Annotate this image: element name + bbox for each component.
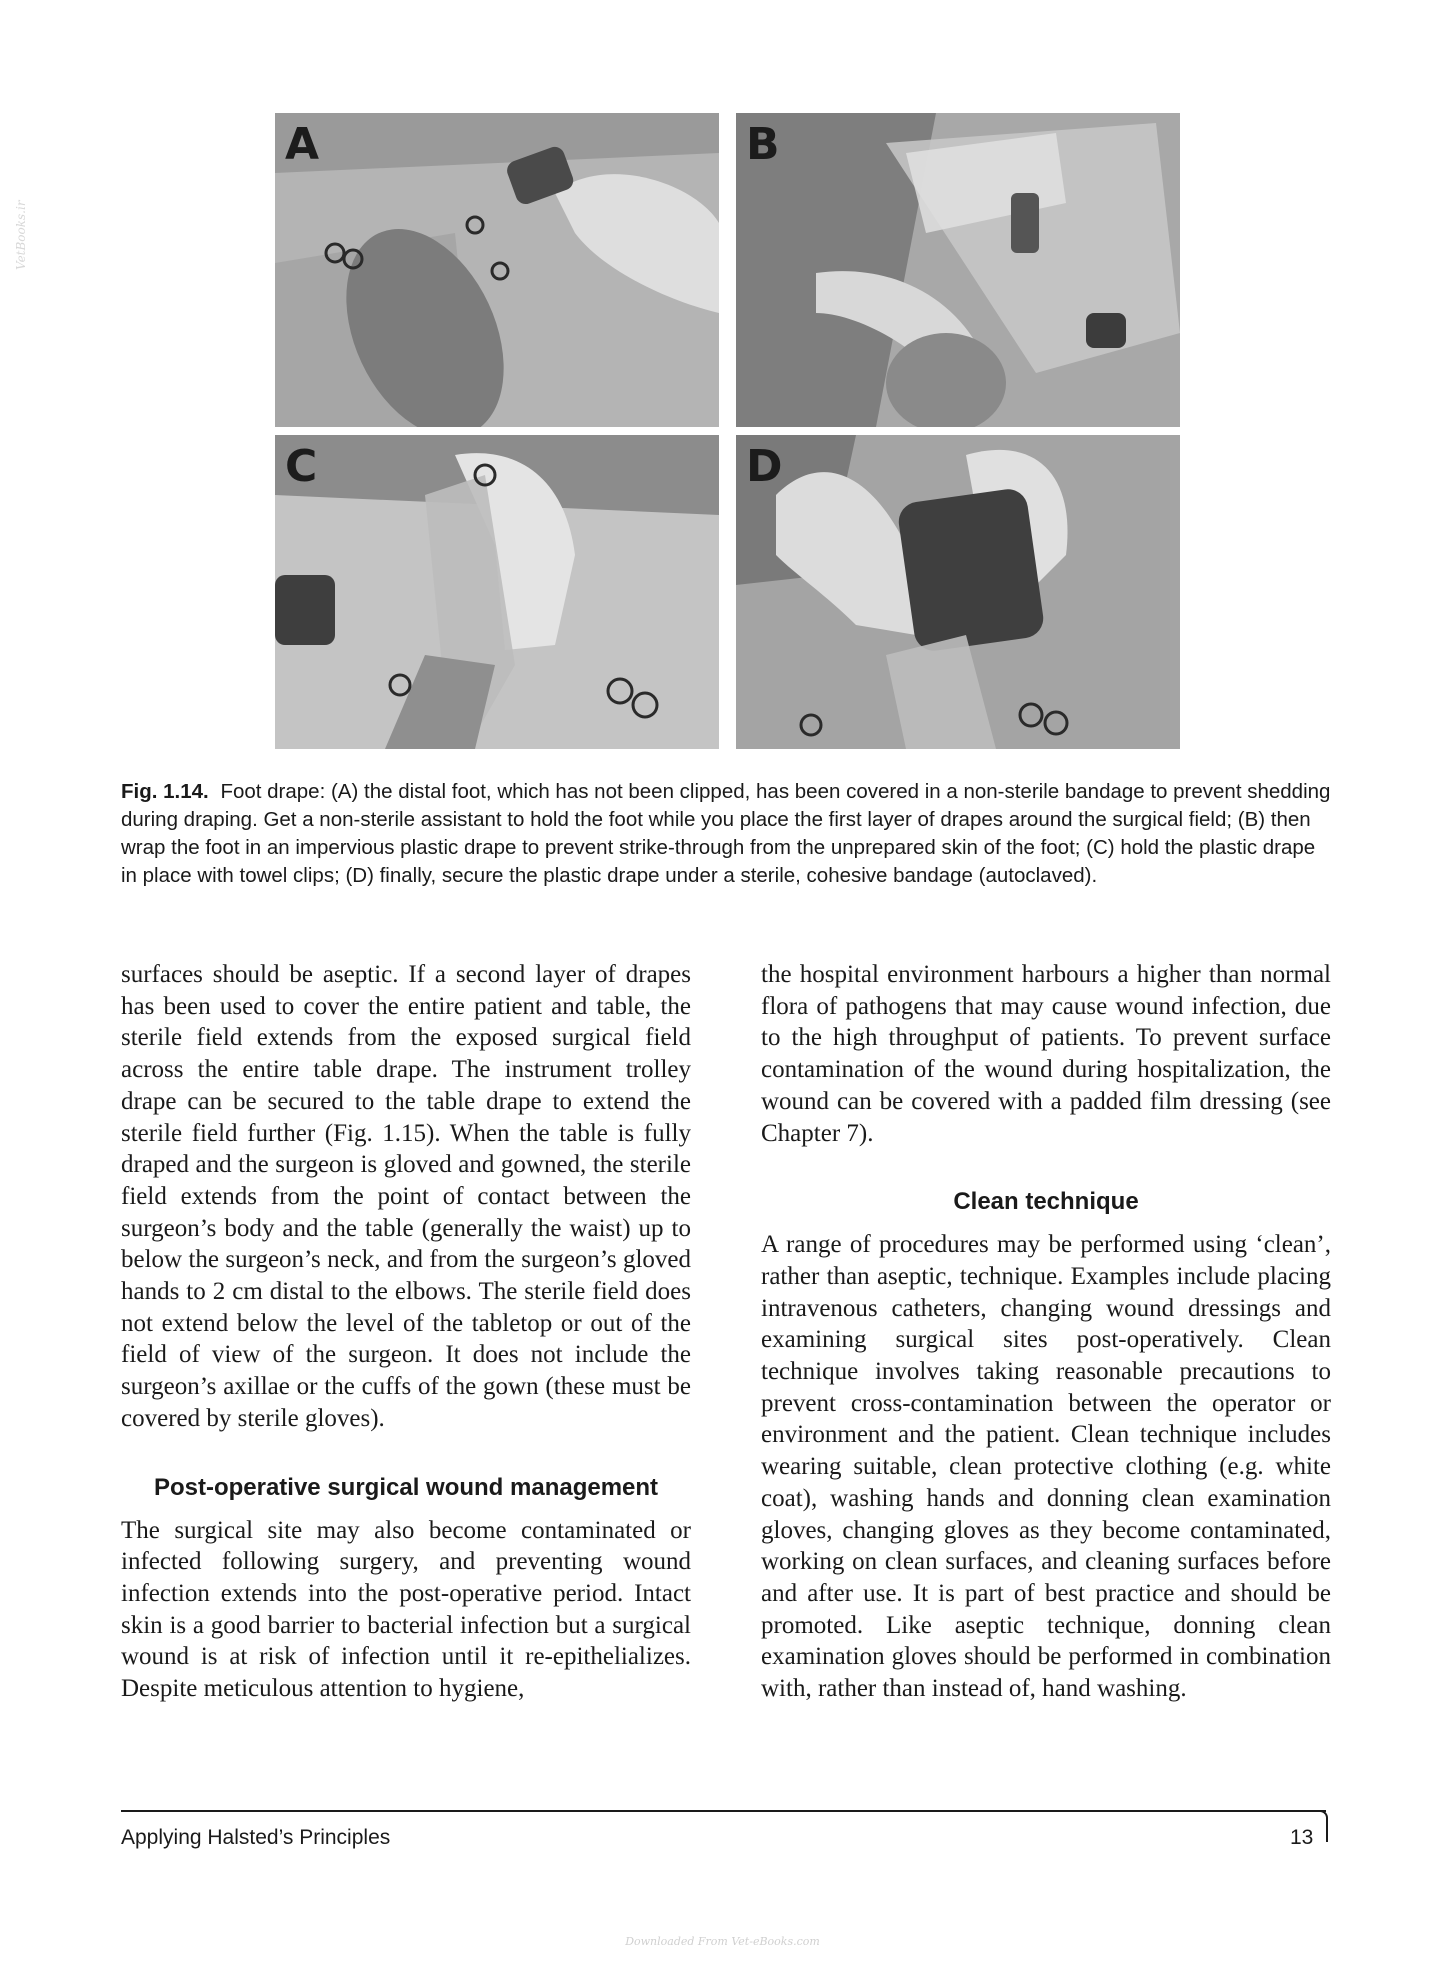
figure-1-14: [275, 113, 1180, 753]
left-paragraph-2: The surgical site may also become contaminated or infected following surgery, and preventing wound infection extends into the post-operative period. Intact skin is a good barrier to bacterial infection but a surgical wound is at risk of infection until it re-epithelializes. Despite meticulous attention to hygiene,: [121, 1516, 691, 1703]
figure-caption-text: Foot drape: (A) the distal foot, which has not been clipped, has been covered in a non-sterile bandage to prevent shedding during draping. Get a non-sterile assistant to hold the foot while you place the first layer of drapes around the surgical field; (B) then wrap the foot in an impervious plastic drape to prevent strike-through from the unprepared skin of the foot; (C) hold the plastic drape in place with towel clips; (D) finally, secure the plastic drape under a sterile, cohesive bandage (autoclaved).: [121, 780, 1331, 887]
photo-panel-b: [736, 113, 1180, 427]
photo-d-image: [736, 435, 1180, 749]
photo-panel-d: [736, 435, 1180, 749]
photo-b-image: [736, 113, 1180, 427]
photo-c-image: [275, 435, 719, 749]
figure-caption: [121, 778, 1331, 890]
panel-label-b: B: [746, 119, 779, 170]
side-watermark: VetBooks.ir: [14, 200, 28, 270]
running-footer-title: Applying Halsted’s Principles: [121, 1826, 391, 1849]
page-number: 13: [1290, 1826, 1314, 1849]
photo-panel-a: [275, 113, 719, 427]
footer-rule: [121, 1810, 1326, 1812]
panel-label-c: C: [285, 441, 317, 492]
panel-label-d: D: [746, 441, 782, 492]
panel-label-a: A: [285, 119, 319, 170]
right-column: [761, 959, 1331, 1705]
right-paragraph-1: the hospital environment harbours a higher than normal flora of pathogens that may cause wound infection, due to the high throughput of patients. To prevent surface contamination of the wound during hospitalization, the wound can be covered with a padded film dressing (see Chapter 7).: [761, 961, 1331, 1147]
left-paragraph-1: surfaces should be aseptic. If a second layer of drapes has been used to cover the entire patient and table, the sterile field extends from the exposed surgical field across the entire table drape. The instrument trolley drape can be secured to the table drape to extend the sterile field further (Fig. 1.15). When the table is fully draped and the surgeon is gloved and gowned, the sterile field extends from the point of contact between the surgeon’s body and the table (generally the waist) up to below the surgeon’s neck, and from the surgeon’s gloved hands to 2 cm distal to the elbows. The sterile field does not extend below the level of the tabletop or out of the field of view of the surgeon. It does not include the surgeon’s axillae or the cuffs of the gown (these must be covered by sterile gloves).: [121, 961, 691, 1432]
right-paragraph-2: A range of procedures may be performed using ‘clean’, rather than aseptic, technique. Examples include placing intravenous catheters, changing wound dressings and examining surgical sites post-operatively. Clean technique involves taking reasonable precautions to prevent cross-contamination between the operator or environment and the patient. Clean technique includes wearing suitable, clean protective clothing (e.g. white coat), washing hands and donning clean examination gloves, changing gloves as they become contaminated, working on clean surfaces, and cleaning surfaces before and after use. It is part of best practice and should be promoted. Like aseptic technique, donning clean examination gloves should be performed in combination with, rather than instead of, hand washing.: [761, 1231, 1331, 1703]
footer-rule-hook: [1318, 1810, 1328, 1842]
section-heading-clean-technique: Clean technique: [953, 1188, 1139, 1216]
left-column: [121, 959, 691, 1705]
bottom-watermark: Downloaded From Vet-eBooks.com: [625, 1935, 820, 1948]
figure-caption-label: Fig. 1.14.: [121, 780, 209, 803]
photo-panel-c: [275, 435, 719, 749]
photo-a-image: [275, 113, 719, 427]
section-heading-post-operative: Post-operative surgical wound management: [153, 1473, 659, 1501]
